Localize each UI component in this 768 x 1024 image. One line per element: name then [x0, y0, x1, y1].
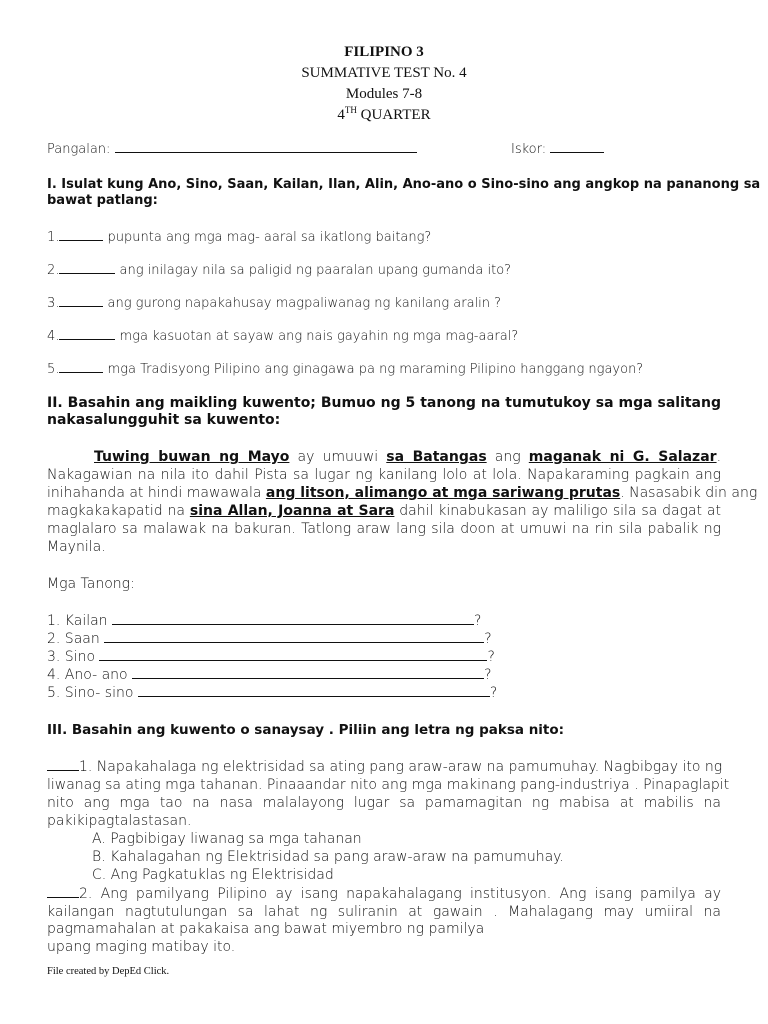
story-underlined: ang litson, alimango at mga sariwang prutas	[265, 485, 621, 501]
story-underlined: sa Batangas	[386, 449, 487, 465]
name-label: Pangalan:	[47, 142, 111, 157]
story-line-4: magkakakapatid na sina Allan, Joanna at Sara dahil kinabukasan ay maliligo sila sa dagat at	[47, 503, 721, 519]
footer-credit: File created by DepEd Click.	[47, 966, 170, 977]
item2-line-3: pagmamahalan at pakakaisa ang bawat miyembro ng pamilya	[47, 921, 485, 937]
part1-item: 3. ang gurong napakahusay magpaliwanag ng kanilang aralin ?	[47, 296, 502, 311]
item2-line-4: upang maging matibay ito.	[47, 939, 236, 955]
question-line: 2. Saan ?	[47, 631, 492, 647]
part2-instruction-line1: II. Basahin ang maikling kuwento; Bumuo ng 5 tanong na tumutukoy sa mga salitang	[47, 395, 721, 411]
question-blank[interactable]	[132, 666, 484, 679]
story-line-3: inihahanda at hindi mawawala ang litson, alimango at mga sariwang prutas. Nasasabik din ang	[47, 485, 758, 501]
item1-line-3: nito ang mga tao na nasa malalayong lugar sa pamamagitan ng mabisa at mabilis na	[47, 795, 721, 811]
item1-line-4: pakikipagtalastasan.	[47, 813, 192, 829]
answer-blank[interactable]	[59, 228, 103, 241]
item2-line-1: 2. Ang pamilyang Pilipino ay isang napakahalagang institusyon. Ang isang pamilya ay	[47, 885, 721, 903]
question-blank[interactable]	[99, 648, 487, 661]
answer-blank[interactable]	[59, 327, 115, 340]
question-blank[interactable]	[104, 630, 484, 643]
name-field[interactable]	[47, 140, 417, 157]
score-label: Iskor:	[511, 142, 547, 157]
part1-item: 5. mga Tradisyong Pilipino ang ginagawa pa ng maraming Pilipino hanggang ngayon?	[47, 362, 644, 377]
part1-item: 2. ang inilagay nila sa paligid ng paaralan upang gumanda ito?	[47, 263, 512, 278]
question-blank[interactable]	[112, 612, 474, 625]
part1-item: 1. pupunta ang mga mag- aaral sa ikatlong baitang?	[47, 230, 432, 245]
part1-item: 4. mga kasuotan at sayaw ang nais gayahin ng mga mag-aaral?	[47, 329, 519, 344]
part3-instruction: III. Basahin ang kuwento o sanaysay . Piliin ang letra ng paksa nito:	[47, 722, 565, 738]
part1-instruction-line1: I. Isulat kung Ano, Sino, Saan, Kailan, Ilan, Alin, Ano-ano o Sino-sino ang angkop na pananong sa	[47, 177, 761, 192]
item1-line-1: 1. Napakahalaga ng elektrisidad sa ating pang araw-araw na pamumuhay. Nagbibgay ito ng	[47, 758, 721, 776]
story-line-2: Nakagawian na nila ito dahil Pista sa lugar ng kanilang lolo at lola. Napakaraming pagkain ang	[47, 467, 721, 483]
item1-line-2: liwanag sa ating mga tahanan. Pinaaandar nito ang mga makinang pang-industriya . Pinapaglapit	[47, 777, 730, 793]
story-underlined: maganak ni G. Salazar	[528, 449, 717, 465]
story-line-1: Tuwing buwan ng Mayo ay umuuwi sa Batangas ang maganak ni G. Salazar.	[94, 449, 722, 465]
answer-blank[interactable]	[47, 758, 79, 771]
questions-label: Mga Tanong:	[47, 576, 135, 592]
story-line-5: maglalaro sa malawak na bakuran. Tatlong araw lang sila doon at umuwi na rin sila pabalik ng	[47, 521, 721, 537]
item2-line-2: kailangan nagtutulungan sa lahat ng suliranin at gawain . Mahalagang may umiiral na	[47, 904, 721, 920]
name-blank[interactable]	[115, 140, 417, 153]
modules-title: Modules 7-8	[345, 86, 423, 102]
answer-blank[interactable]	[59, 294, 103, 307]
subject-title: FILIPINO 3	[344, 44, 424, 60]
story-line-6: Maynila.	[47, 539, 106, 555]
question-line: 5. Sino- sino ?	[47, 685, 498, 701]
question-line: 3. Sino ?	[47, 649, 495, 665]
quarter-title: 4TH QUARTER	[337, 105, 431, 123]
answer-blank[interactable]	[59, 360, 103, 373]
question-blank[interactable]	[138, 684, 490, 697]
choice-b[interactable]: B. Kahalagahan ng Elektrisidad sa pang araw-araw na pamumuhay.	[92, 849, 564, 865]
choice-c[interactable]: C. Ang Pagkatuklas ng Elektrisidad	[92, 867, 334, 883]
answer-blank[interactable]	[59, 261, 115, 274]
story-underlined: Tuwing buwan ng Mayo	[94, 449, 290, 465]
score-blank[interactable]	[550, 140, 604, 153]
choice-a[interactable]: A. Pagbibigay liwanag sa mga tahanan	[92, 831, 362, 847]
part2-instruction-line2: nakasalungguhit sa kuwento:	[47, 412, 281, 428]
test-title: SUMMATIVE TEST No. 4	[301, 65, 467, 81]
score-field[interactable]	[511, 140, 604, 157]
question-line: 4. Ano- ano ?	[47, 667, 492, 683]
part1-instruction-line2: bawat patlang:	[47, 193, 158, 208]
story-underlined: sina Allan, Joanna at Sara	[189, 503, 395, 519]
answer-blank[interactable]	[47, 885, 79, 898]
question-line: 1. Kailan ?	[47, 613, 482, 629]
